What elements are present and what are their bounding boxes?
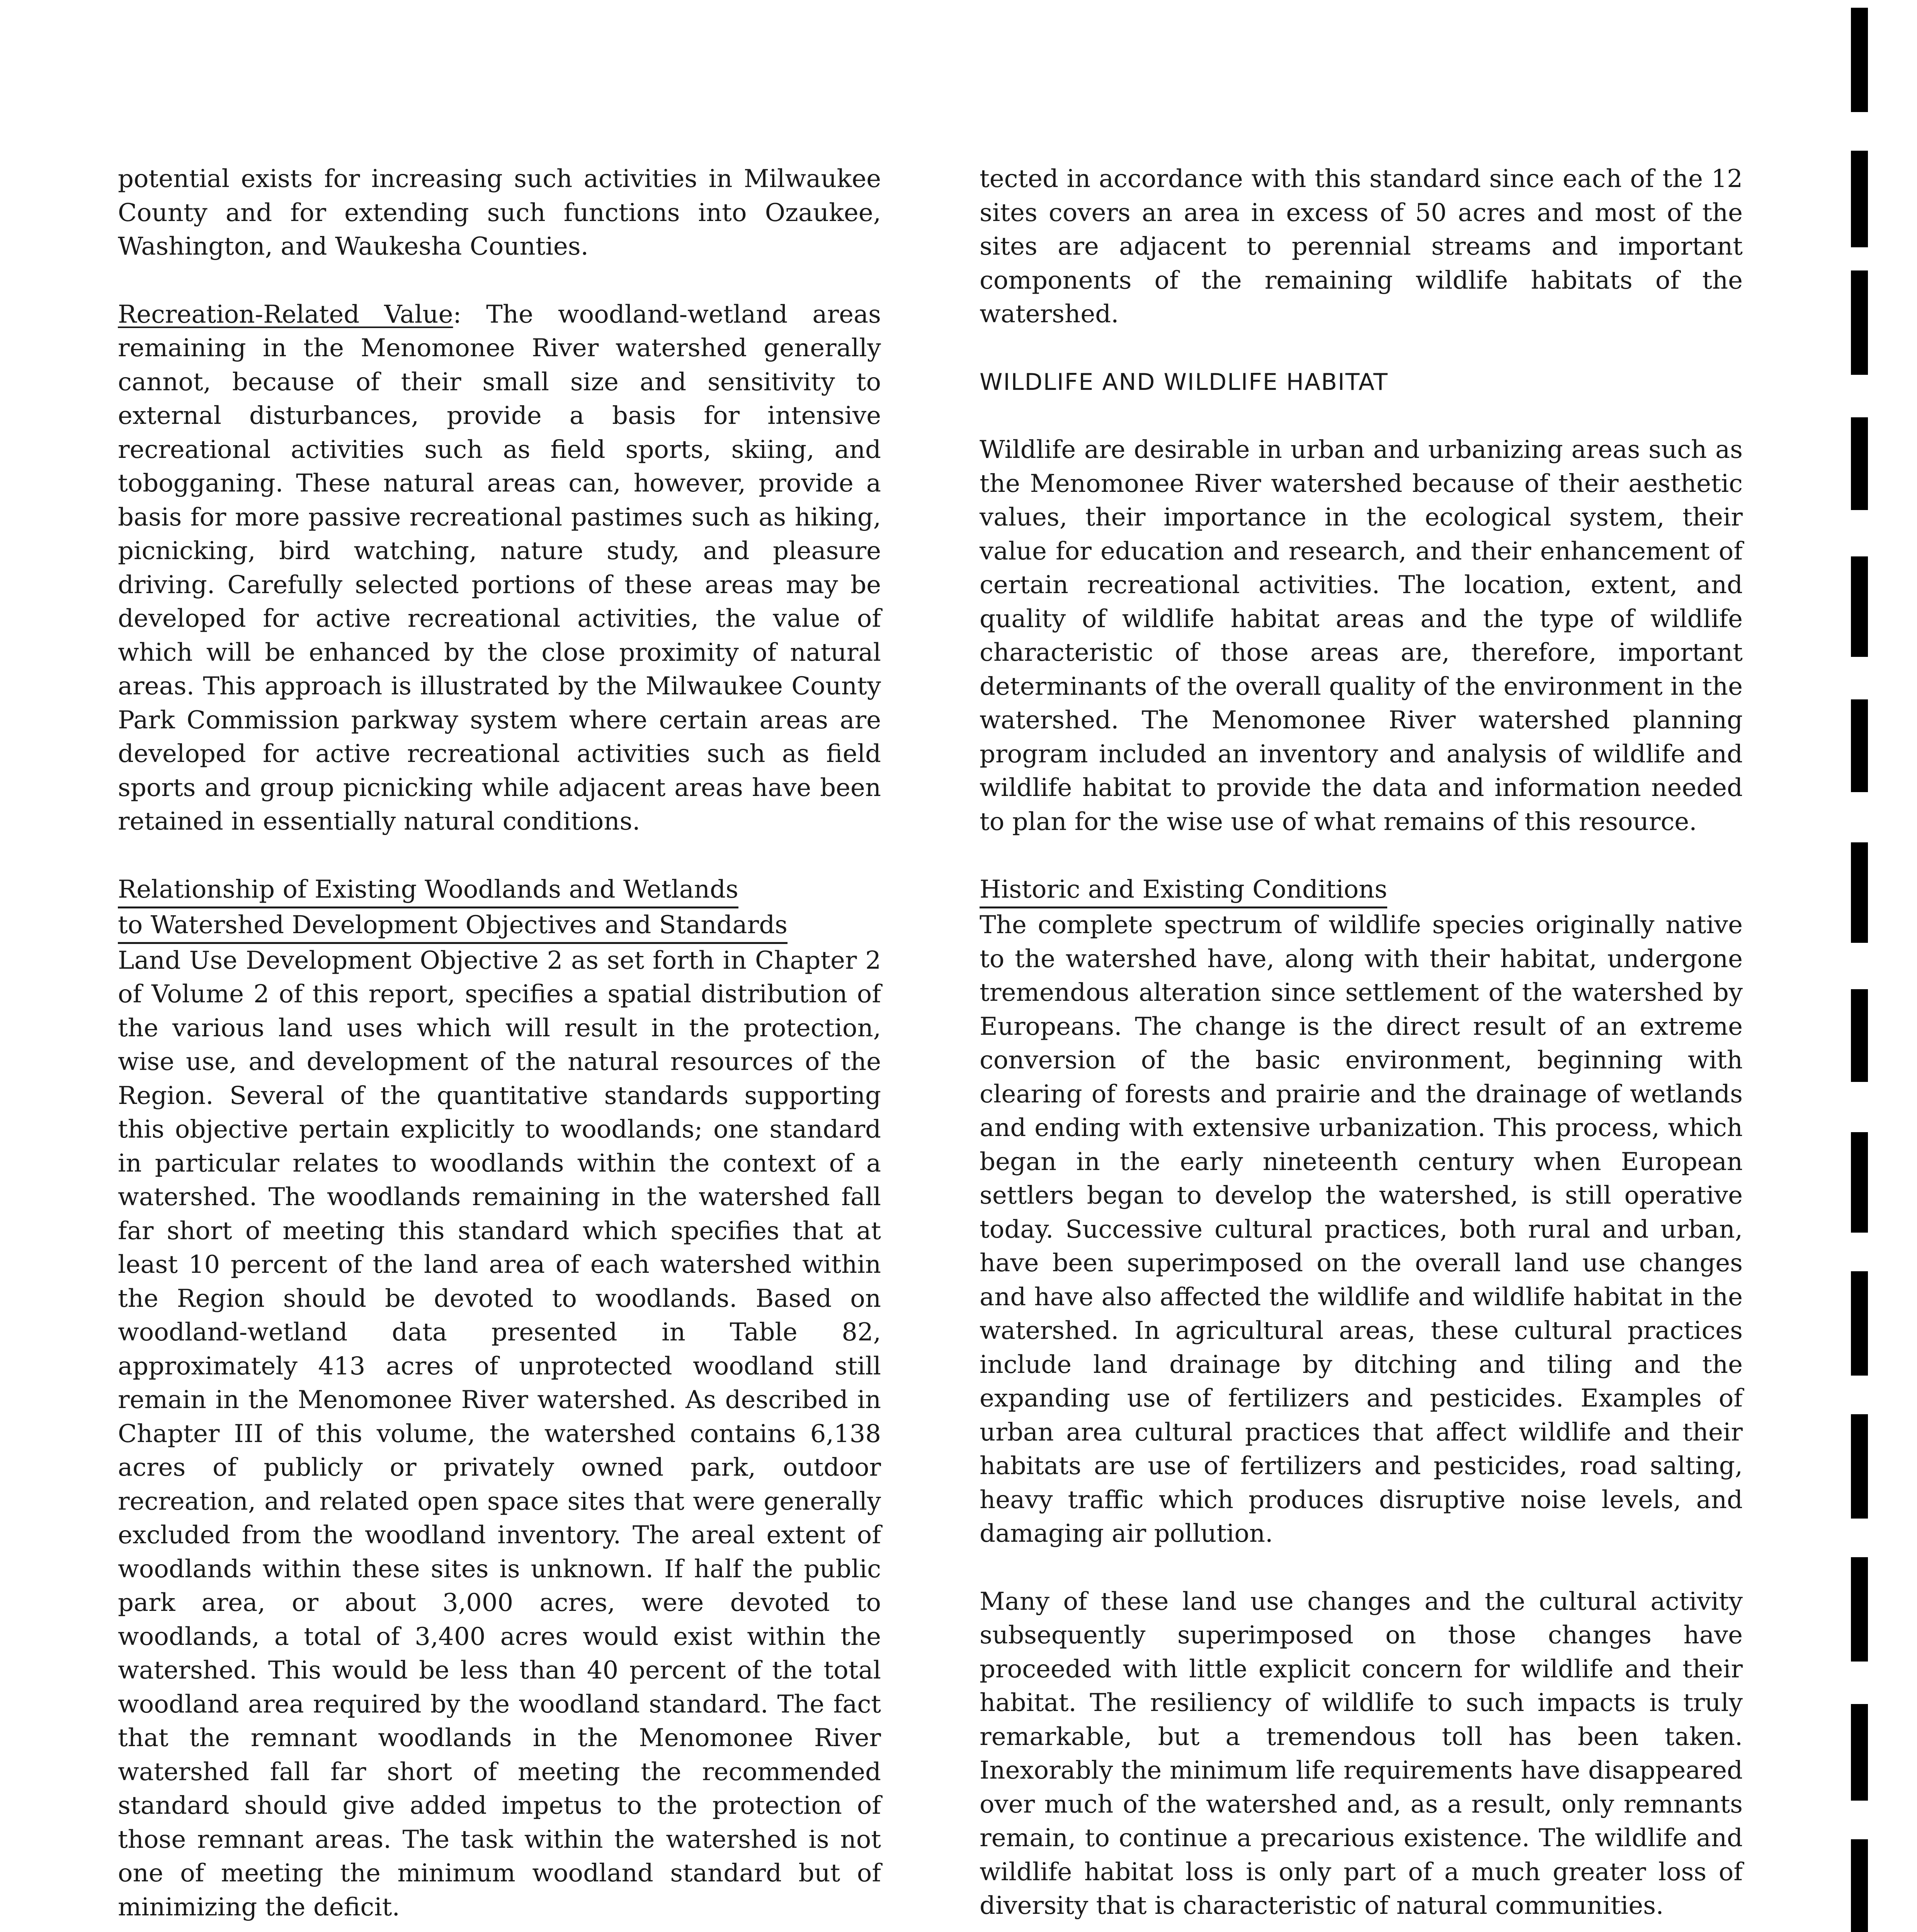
- registration-mark: [1851, 1414, 1868, 1519]
- registration-mark: [1851, 1271, 1868, 1376]
- paragraph-historic: The complete spectrum of wildlife species originally native to the watershed have, along with their habitat, undergone tremendous alteration since settlement of the watershed by Europeans. The change is the direct result of an extreme conversion of the basic environment, beginning with clearing of forests and prairie and the drainage of wetlands and ending with extensive urbanization. This process, which began in the early nineteenth century when European settlers began to develop the watershed, is still operative today. Successive cultural practices, both rural and urban, have been superimposed on the overall land use changes and have also affected the wildlife and wildlife habitat in the watershed. In agricultural areas, these cultural practices include land drainage by ditching and tiling and the expanding use of fertilizers and pesticides. Examples of urban area cultural practices that affect wildlife and their habitats are use of fertilizers and pesticides, road salting, heavy traffic which produces disruptive noise levels, and damaging air pollution.: [980, 911, 1743, 1548]
- recreation-heading: Recreation-Related Value: [118, 300, 453, 329]
- historic-heading: Historic and Existing Conditions: [980, 873, 1387, 908]
- paragraph-many-changes: Many of these land use changes and the cultural activity subsequently superimposed on those changes have proceeded with little explicit concern for wildlife and their habitat. The resiliency of wildlife to such impacts is truly remarkable, but a tremendous toll has been taken. Inexorably the minimum life requirements have disappeared over much of the watershed and, as a result, only remnants remain, to continue a precarious existence. The wildlife and wildlife habitat loss is only part of a much greater loss of diversity that is characteristic of natural communities.: [980, 1587, 1743, 1920]
- registration-mark: [1851, 417, 1868, 510]
- recreation-colon: :: [453, 300, 462, 329]
- relationship-heading-line2: to Watershed Development Objectives and Standards: [118, 909, 788, 944]
- paragraph-wildlife-intro: Wildlife are desirable in urban and urbanizing areas such as the Menomonee River watershed because of their aesthetic values, their importance in the ecological system, their value for education and research, and their enhancement of certain recreational activities. The location, extent, and quality of wildlife habitat areas and the type of wildlife characteristic of those areas are, therefore, important determinants of the overall quality of the environment in the watershed. The Menomonee River watershed planning program included an inventory and analysis of wildlife and wildlife habitat to provide the data and information needed to plan for the wise use of what remains of this resource.: [980, 435, 1743, 836]
- registration-mark: [1851, 270, 1868, 375]
- left-column: [118, 162, 881, 1932]
- relationship-heading: [118, 873, 881, 944]
- section-title-wildlife: WILDLIFE AND WILDLIFE HABITAT: [980, 368, 1388, 396]
- registration-mark: [1851, 556, 1868, 657]
- registration-mark: [1851, 989, 1868, 1082]
- registration-mark: [1851, 1557, 1868, 1662]
- right-column: [980, 162, 1743, 1932]
- registration-mark: [1851, 1839, 1868, 1932]
- paragraph-intro: potential exists for increasing such activities in Milwaukee County and for extending such functions into Ozaukee, Washington, and Waukesha Counties.: [118, 165, 881, 261]
- relationship-heading-line1: Relationship of Existing Woodlands and Wetlands: [118, 873, 738, 908]
- recreation-text: The woodland-wetland areas remaining in the Menomonee River watershed generally cannot, because of their small size and sensitivity to external disturbances, provide a basis for intensive recreational activities such as field sports, skiing, and tobogganing. These natural areas can, however, provide a basis for more passive recreational pastimes such as hiking, picnicking, bird watching, nature study, and pleasure driving. Carefully selected portions of these areas may be developed for active recreational activities, the value of which will be enhanced by the close proximity of natural areas. This approach is illustrated by the Milwaukee County Park Commission parkway system where certain areas are developed for active recreational activities such as field sports and group picnicking while adjacent areas have been retained in essentially natural conditions.: [118, 300, 881, 836]
- historic-heading-block: [980, 873, 1743, 908]
- registration-mark: [1851, 842, 1868, 943]
- registration-mark: [1851, 699, 1868, 792]
- paragraph-recreation: [118, 298, 881, 839]
- paragraph-continuation: tected in accordance with this standard since each of the 12 sites covers an area in excess of 50 acres and most of the sites are adjacent to perennial streams and important components of the remaining wildlife habitats of the watershed.: [980, 165, 1743, 328]
- registration-mark: [1851, 8, 1868, 112]
- registration-mark: [1851, 1132, 1868, 1233]
- registration-mark: [1851, 1704, 1868, 1801]
- scan-registration-marks: [1851, 0, 1874, 1932]
- registration-mark: [1851, 151, 1868, 247]
- paragraph-relationship: Land Use Development Objective 2 as set forth in Chapter 2 of Volume 2 of this report, specifies a spatial distribution of the various land uses which will result in the protection, wise use, and development of the natural resources of the Region. Several of the quantitative standards supporting this objective pertain explicitly to woodlands; one standard in particular relates to woodlands within the context of a watershed. The woodlands remaining in the watershed fall far short of meeting this standard which specifies that at least 10 percent of the land area of each watershed within the Region should be devoted to woodlands. Based on woodland-wetland data presented in Table 82, approximately 413 acres of unprotected woodland still remain in the Menomonee River watershed. As described in Chapter III of this volume, the watershed contains 6,138 acres of publicly or privately owned park, outdoor recreation, and related open space sites that were generally excluded from the woodland inventory. The areal extent of woodlands within these sites is unknown. If half the public park area, or about 3,000 acres, were devoted to woodlands, a total of 3,400 acres would exist within the watershed. This would be less than 40 percent of the total woodland area required by the woodland standard. The fact that the remnant woodlands in the Menomonee River watershed fall far short of meeting the recommended standard should give added impetus to the protection of those remnant areas. The task within the watershed is not one of meeting the minimum woodland standard but of minimizing the deficit.: [118, 946, 881, 1922]
